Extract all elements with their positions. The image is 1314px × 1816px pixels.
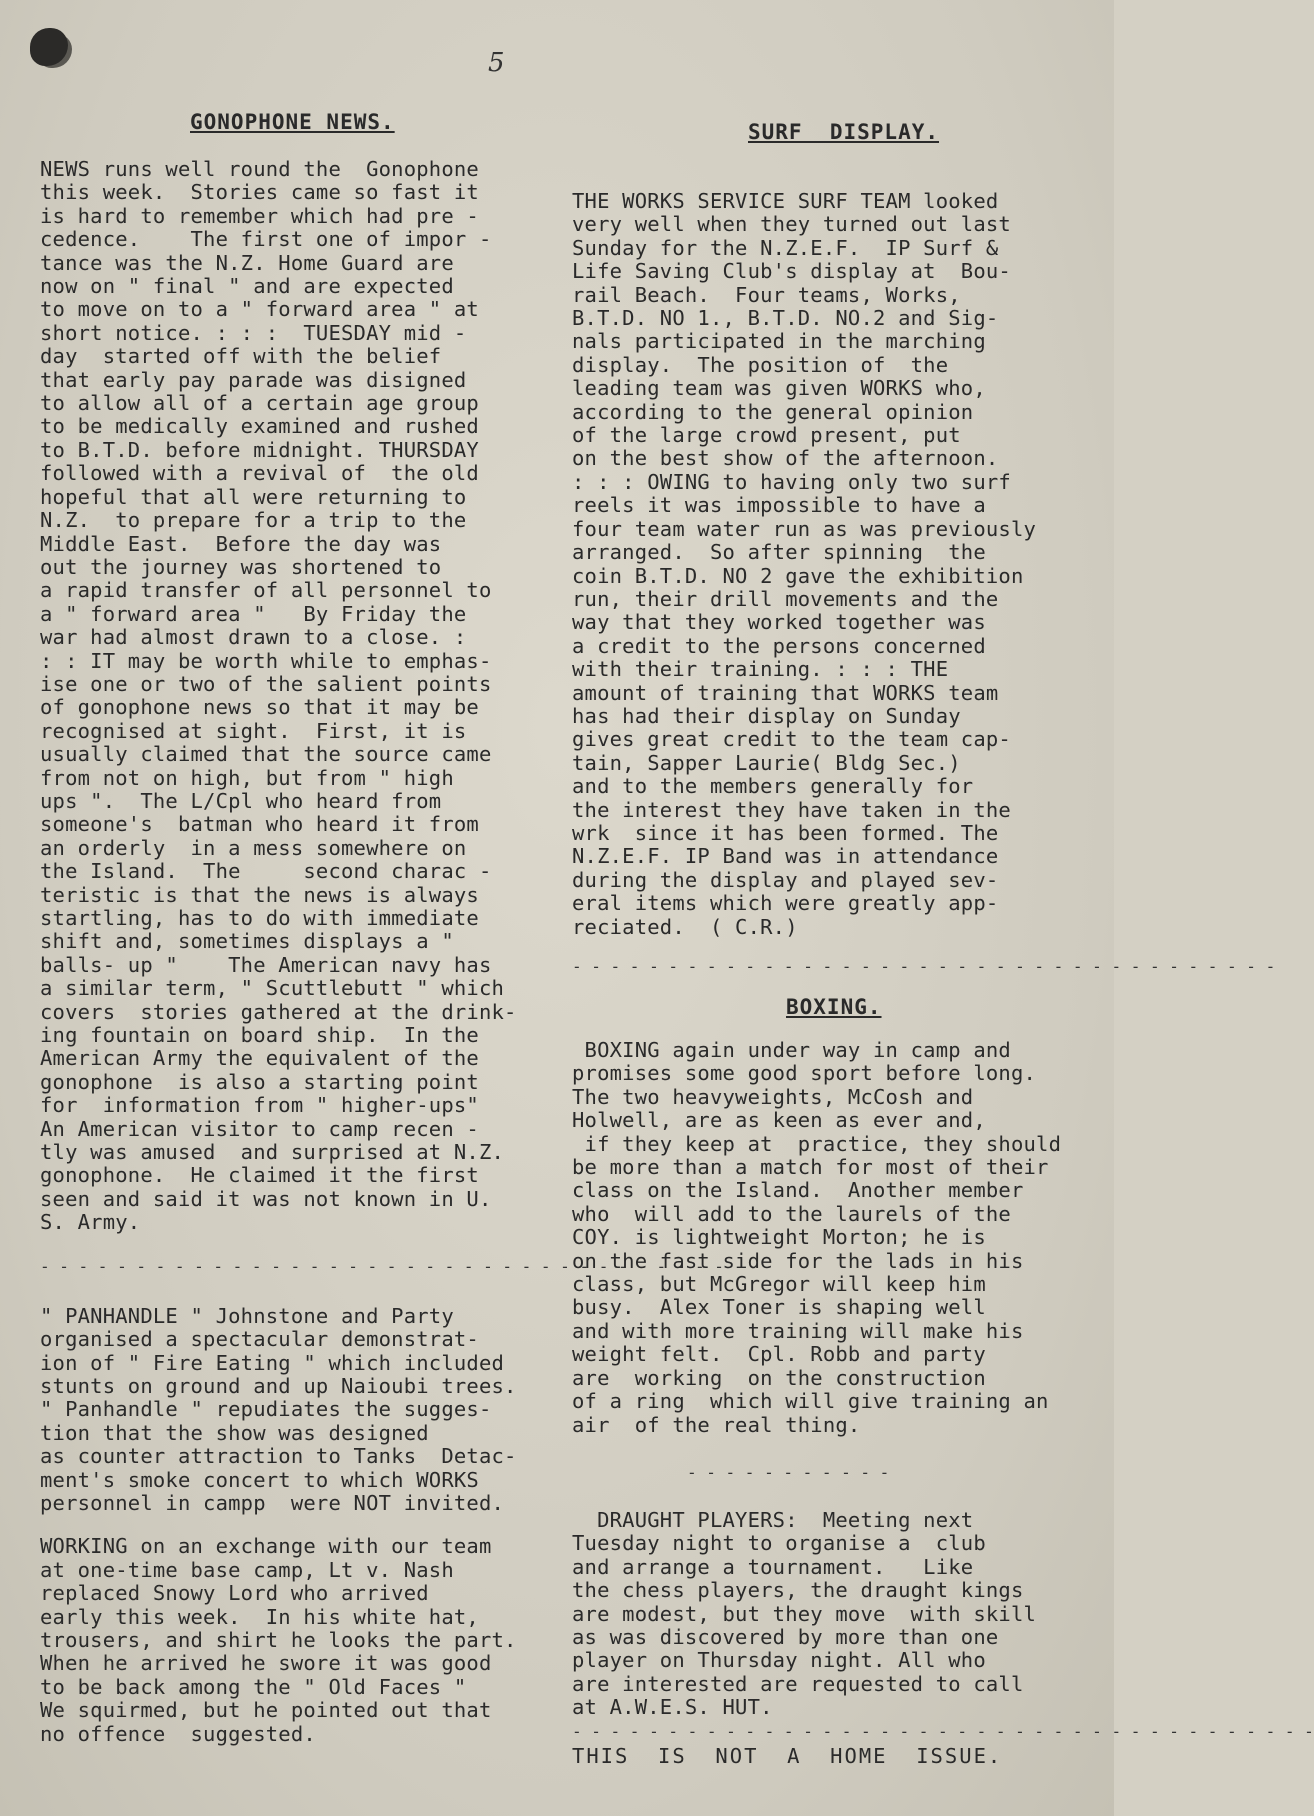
text-line: personnel in campp were NOT invited.: [40, 1490, 505, 1515]
text-line: usually claimed that the source came: [40, 742, 492, 767]
text-line: and with more training will make his: [572, 1318, 1024, 1343]
boxing-article: [572, 1039, 1112, 1437]
text-line: are modest, but they move with skill: [572, 1601, 1037, 1626]
text-line: rail Beach. Four teams, Works,: [572, 282, 961, 307]
text-line: has had their display on Sunday: [572, 703, 961, 728]
text-line: and to the members generally for: [572, 774, 974, 799]
text-line: a " forward area " By Friday the: [40, 601, 467, 626]
footer-note: THIS IS NOT A HOME ISSUE.: [572, 1743, 1003, 1768]
text-line: to be back among the " Old Faces ": [40, 1674, 467, 1699]
text-line: NEWS runs well round the Gonophone: [40, 157, 479, 181]
text-line: recognised at sight. First, it is: [40, 718, 467, 743]
footer-divider: - - - - - - - - - - - - - - - - - - - - - - - - - - - - - - - - - - - - - - -: [572, 1721, 1314, 1741]
surf-display-article: [572, 190, 1112, 939]
text-line: short notice. : : : TUESDAY mid -: [40, 320, 467, 345]
text-line: : : : OWING to having only two surf: [572, 469, 1011, 494]
text-line: N.Z.E.F. IP Band was in attendance: [572, 844, 999, 869]
text-line: who will add to the laurels of the: [572, 1201, 1011, 1226]
text-line: of the large crowd present, put: [572, 423, 961, 448]
text-line: air of the real thing.: [572, 1412, 861, 1437]
text-line: ing fountain on board ship. In the: [40, 1023, 479, 1048]
text-line: amount of training that WORKS team: [572, 680, 999, 705]
text-line: We squirmed, but he pointed out that: [40, 1698, 492, 1723]
text-line: gonophone. He claimed it the first: [40, 1163, 479, 1188]
text-line: no offence suggested.: [40, 1721, 316, 1746]
text-line: during the display and played sev-: [572, 867, 999, 892]
text-line: day started off with the belief: [40, 344, 442, 369]
text-line: An American visitor to camp recen -: [40, 1116, 479, 1141]
page-number: 5: [488, 48, 505, 78]
text-line: hopeful that all were returning to: [40, 484, 467, 509]
text-line: DRAUGHT PLAYERS: Meeting next: [572, 1507, 974, 1532]
boxing-heading: BOXING.: [786, 995, 882, 1019]
text-line: seen and said it was not known in U.: [40, 1186, 492, 1211]
text-line: now on " final " and are expected: [40, 274, 454, 299]
text-line: When he arrived he swore it was good: [40, 1651, 492, 1676]
text-line: on the fast side for the lads in his: [572, 1248, 1024, 1273]
text-line: for information from " higher-ups": [40, 1093, 479, 1118]
text-line: class, but McGregor will keep him: [572, 1272, 986, 1297]
text-line: ion of " Fire Eating " which included: [40, 1350, 505, 1375]
text-line: The two heavyweights, McCosh and: [572, 1084, 974, 1109]
draught-players-article: [572, 1509, 1112, 1720]
text-line: ise one or two of the salient points: [40, 671, 492, 696]
section-divider: - - - - - - - - - - - - - - - - - - - - - - - - - - - - - - - - - - - -: [40, 1256, 724, 1276]
text-line: be more than a match for most of their: [572, 1155, 1049, 1180]
text-line: a credit to the persons concerned: [572, 633, 986, 658]
text-line: ups ". The L/Cpl who heard from: [40, 788, 442, 813]
text-line: WORKING on an exchange with our team: [40, 1534, 492, 1559]
text-line: a similar term, " Scuttlebutt " which: [40, 976, 505, 1001]
short-divider: - - - - - - - - - - -: [687, 1462, 890, 1482]
text-line: are working on the construction: [572, 1365, 986, 1390]
text-line: of a ring which will give training an: [572, 1389, 1049, 1414]
text-line: shift and, sometimes displays a ": [40, 929, 454, 954]
text-line: followed with a revival of the old: [40, 461, 479, 486]
text-line: the interest they have taken in the: [572, 797, 1011, 822]
text-line: balls- up " The American navy has: [40, 952, 492, 977]
working-article: [40, 1535, 570, 1746]
text-line: THE WORKS SERVICE SURF TEAM looked: [572, 189, 999, 213]
text-line: Holwell, are as keen as ever and,: [572, 1108, 986, 1133]
gonophone-article: [40, 158, 570, 1235]
text-line: " PANHANDLE " Johnstone and Party: [40, 1303, 454, 1328]
text-line: promises some good sport before long.: [572, 1061, 1037, 1086]
text-line: of gonophone news so that it may be: [40, 695, 479, 720]
text-line: someone's batman who heard it from: [40, 812, 479, 837]
text-line: to B.T.D. before midnight. THURSDAY: [40, 437, 479, 462]
section-divider: - - - - - - - - - - - - - - - - - - - - - - - - - - - - - - - - - - - - -: [572, 957, 1276, 976]
text-line: very well when they turned out last: [572, 212, 1011, 237]
text-line: class on the Island. Another member: [572, 1178, 1024, 1203]
text-line: to move on to a " forward area " at: [40, 297, 479, 322]
text-line: tion that the show was designed: [40, 1420, 429, 1445]
text-line: to allow all of a certain age group: [40, 391, 479, 416]
text-line: run, their drill movements and the: [572, 586, 999, 611]
text-line: trousers, and shirt he looks the part.: [40, 1627, 517, 1652]
text-line: tance was the N.Z. Home Guard are: [40, 250, 454, 275]
text-line: startling, has to do with immediate: [40, 906, 479, 930]
text-line: " Panhandle " repudiates the sugges-: [40, 1397, 492, 1422]
text-line: player on Thursday night. All who: [572, 1648, 986, 1673]
text-line: coin B.T.D. NO 2 gave the exhibition: [572, 563, 1024, 588]
text-line: on the best show of the afternoon.: [572, 446, 999, 471]
text-line: reels it was impossible to have a: [572, 493, 986, 518]
text-line: way that they worked together was: [572, 610, 986, 635]
text-line: out the journey was shortened to: [40, 554, 442, 579]
gonophone-heading: GONOPHONE NEWS.: [190, 110, 395, 134]
text-line: a rapid transfer of all personnel to: [40, 578, 492, 603]
punch-hole: [30, 28, 68, 66]
text-line: eral items which were greatly app-: [572, 891, 999, 916]
text-line: this week. Stories came so fast it: [40, 180, 479, 205]
text-line: early this week. In his white hat,: [40, 1604, 479, 1629]
text-line: stunts on ground and up Naioubi trees.: [40, 1373, 517, 1398]
text-line: Tuesday night to organise a club: [572, 1531, 986, 1556]
surf-display-heading: SURF DISPLAY.: [748, 120, 940, 144]
text-line: Sunday for the N.Z.E.F. IP Surf &: [572, 235, 999, 260]
text-line: according to the general opinion: [572, 399, 974, 424]
text-line: four team water run as was previously: [572, 516, 1037, 541]
text-line: as was discovered by more than one: [572, 1624, 999, 1649]
text-line: tly was amused and surprised at N.Z.: [40, 1140, 505, 1165]
text-line: replaced Snowy Lord who arrived: [40, 1581, 429, 1606]
text-line: covers stories gathered at the drink-: [40, 999, 517, 1024]
text-line: if they keep at practice, they should: [572, 1131, 1062, 1156]
text-line: organised a spectacular demonstrat-: [40, 1327, 479, 1352]
text-line: ment's smoke concert to which WORKS: [40, 1467, 479, 1492]
text-line: war had almost drawn to a close. :: [40, 625, 467, 650]
text-line: B.T.D. NO 1., B.T.D. NO.2 and Sig-: [572, 306, 999, 331]
text-line: N.Z. to prepare for a trip to the: [40, 508, 467, 533]
text-line: is hard to remember which had pre -: [40, 203, 479, 228]
text-line: : : IT may be worth while to emphas-: [40, 648, 492, 673]
text-line: gonophone is also a starting point: [40, 1069, 479, 1094]
text-line: are interested are requested to call: [572, 1671, 1024, 1696]
text-line: as counter attraction to Tanks Detac-: [40, 1444, 517, 1469]
text-line: with their training. : : : THE: [572, 657, 949, 682]
text-line: leading team was given WORKS who,: [572, 376, 986, 401]
panhandle-article: [40, 1305, 570, 1516]
text-line: and arrange a tournament. Like: [572, 1554, 974, 1579]
text-line: the chess players, the draught kings: [572, 1578, 1024, 1603]
text-line: weight felt. Cpl. Robb and party: [572, 1342, 986, 1367]
text-line: display. The position of the: [572, 352, 949, 377]
text-line: BOXING again under way in camp and: [572, 1038, 1011, 1062]
text-line: COY. is lightweight Morton; he is: [572, 1225, 986, 1250]
text-line: from not on high, but from " high: [40, 765, 454, 790]
text-line: cedence. The first one of impor -: [40, 227, 492, 252]
text-line: tain, Sapper Laurie( Bldg Sec.): [572, 750, 961, 775]
text-line: that early pay parade was disigned: [40, 367, 467, 392]
text-line: wrk since it has been formed. The: [572, 820, 999, 845]
text-line: Middle East. Before the day was: [40, 531, 442, 556]
text-line: gives great credit to the team cap-: [572, 727, 1011, 752]
text-line: Life Saving Club's display at Bou-: [572, 259, 1011, 284]
text-line: arranged. So after spinning the: [572, 540, 986, 565]
text-line: nals participated in the marching: [572, 329, 986, 354]
text-line: at A.W.E.S. HUT.: [572, 1695, 773, 1720]
text-line: busy. Alex Toner is shaping well: [572, 1295, 986, 1320]
text-line: an orderly in a mess somewhere on: [40, 835, 467, 860]
text-line: reciated. ( C.R.): [572, 914, 798, 939]
text-line: teristic is that the news is always: [40, 882, 479, 907]
text-line: American Army the equivalent of the: [40, 1046, 479, 1071]
right-column: [572, 110, 1314, 1768]
text-line: the Island. The second charac -: [40, 859, 492, 884]
text-line: S. Army.: [40, 1210, 141, 1235]
text-line: at one-time base camp, Lt v. Nash: [40, 1557, 454, 1582]
text-line: to be medically examined and rushed: [40, 414, 479, 439]
